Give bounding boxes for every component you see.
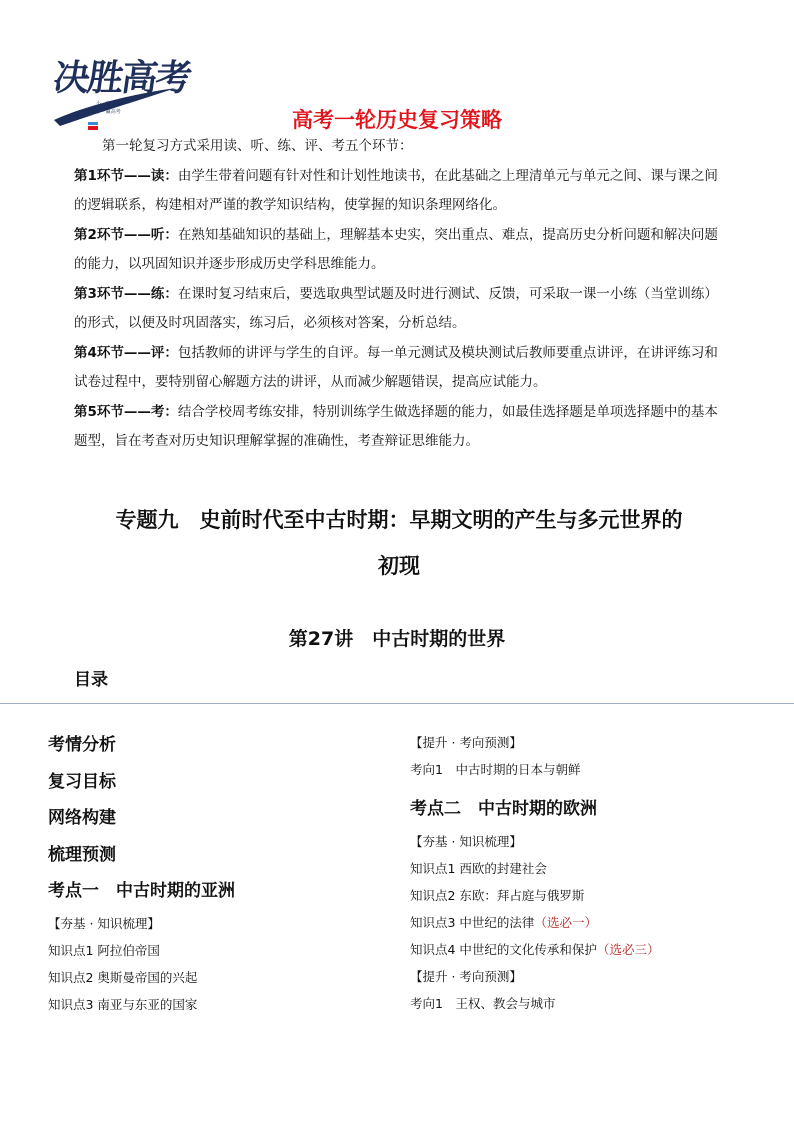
step-paragraph xyxy=(74,398,724,457)
toc-subitem-text: 知识点2 东欧：拜占庭与俄罗斯 xyxy=(410,887,585,903)
toc-subitem-text: 知识点4 中世纪的文化传承和保护 xyxy=(410,941,597,957)
step-label: 第2环节——听： xyxy=(74,226,178,243)
step-text: 结合学校周考练安排，特别训练学生做选择题的能力，如最佳选择题是单项选择题中的基本题型，旨在考查对历史知识理解掌握的准确性，考查辩证思维能力。 xyxy=(74,403,718,449)
step-label: 第5环节——考： xyxy=(74,403,178,420)
toc-subitem[interactable]: 考向1 王权、教会与城市 xyxy=(410,995,556,1011)
toc-subitem[interactable] xyxy=(410,886,780,913)
toc-item[interactable]: 梳理预测 xyxy=(48,844,116,865)
toc-section-label: 【夯基 · 知识梳理】 xyxy=(410,833,522,849)
topic-heading-line: 初现 xyxy=(378,554,420,578)
toc-divider xyxy=(0,703,794,704)
toc-section-label: 【提升 · 考向预测】 xyxy=(410,968,522,984)
topic-heading-line: 专题九 史前时代至中古时期：早期文明的产生与多元世界的 xyxy=(115,508,683,532)
toc-item[interactable]: 考点二 中古时期的欧洲 xyxy=(410,799,597,819)
toc-item[interactable]: 复习目标 xyxy=(48,771,116,792)
toc-subitem[interactable]: 考向1 中古时期的日本与朝鲜 xyxy=(410,762,581,777)
topic-heading xyxy=(74,497,724,589)
toc-section-label: 【夯基 · 知识梳理】 xyxy=(48,915,160,931)
toc-subitem-text: 知识点1 西欧的封建社会 xyxy=(410,860,547,876)
logo-tagline-line: 小 · 赢大我 xyxy=(96,101,121,107)
toc-section-label: 【提升 · 考向预测】 xyxy=(410,735,522,750)
page-title: 高考一轮历史复习策略 xyxy=(292,108,502,132)
toc-item[interactable]: 考情分析 xyxy=(48,735,116,755)
toc-title: 目录 xyxy=(74,670,108,690)
step-text: 在熟知基础知识的基础上，理解基本史实，突出重点、难点，提高历史分析问题和解决问题的能力，以巩固知识并逐步形成历史学科思维能力。 xyxy=(74,226,718,272)
step-paragraph xyxy=(74,162,724,221)
step-paragraph xyxy=(74,221,724,280)
elective-note: （选必一） xyxy=(534,914,597,930)
toc-subitem[interactable] xyxy=(410,940,780,967)
step-text: 包括教师的讲评与学生的自评。每一单元测试及模块测试后教师要重点讲评，在讲评练习和试卷过程中，要特别留心解题方法的讲评，从而减少解题错误，提高应试能力。 xyxy=(74,344,718,390)
step-text: 在课时复习结束后，要选取典型试题及时进行测试、反馈，可采取一课一小练（当堂训练）的形式，以便及时巩固落实，练习后，必须核对答案，分析总结。 xyxy=(74,285,718,331)
lecture-title: 第27讲 中古时期的世界 xyxy=(288,628,506,650)
toc-subitem[interactable] xyxy=(410,859,780,886)
toc-subitem[interactable] xyxy=(410,913,780,940)
step-label: 第3环节——练： xyxy=(74,285,178,302)
toc-item[interactable]: 考点一 中古时期的亚洲 xyxy=(48,881,235,901)
toc-subitem[interactable]: 知识点3 南亚与东亚的国家 xyxy=(48,996,198,1012)
toc-item[interactable]: 网络构建 xyxy=(48,808,116,828)
intro-lead: 第一轮复习方式采用读、听、练、评、考五个环节： xyxy=(102,138,413,154)
step-paragraph xyxy=(74,280,724,339)
step-label: 第1环节——读： xyxy=(74,167,178,184)
elective-note: （选必三） xyxy=(596,941,660,957)
toc-left-column xyxy=(48,731,378,1022)
toc-subitem-text: 知识点3 中世纪的法律 xyxy=(410,914,535,930)
logo-text: 决胜高考 xyxy=(50,57,193,99)
step-text: 由学生带着问题有针对性和计划性地读书，在此基础之上理清单元与单元之间、课与课之间的逻辑联系，构建相对严谨的教学知识结构，使掌握的知识条理网络化。 xyxy=(74,167,718,213)
toc-subitem[interactable]: 知识点1 阿拉伯帝国 xyxy=(48,942,160,958)
step-label: 第4环节——评： xyxy=(74,344,178,361)
logo-tagline-line: 学 · 赢高考 xyxy=(96,109,121,115)
intro-section xyxy=(74,132,724,457)
toc-right-column xyxy=(410,733,780,1021)
toc-subitem[interactable]: 知识点2 奥斯曼帝国的兴起 xyxy=(48,969,198,985)
step-paragraph xyxy=(74,339,724,398)
